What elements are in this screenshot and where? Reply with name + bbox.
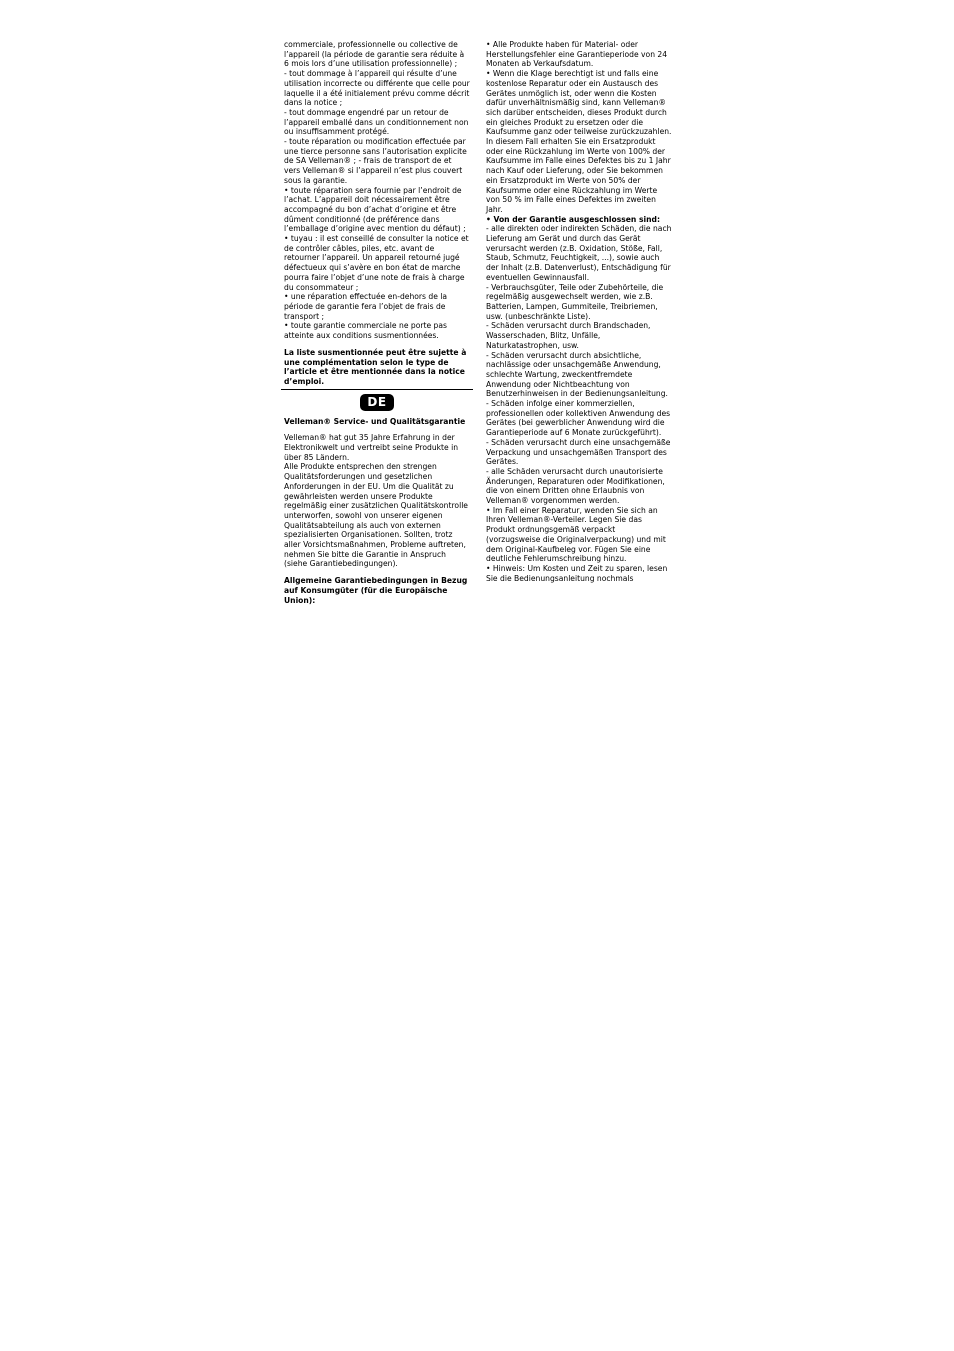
language-badge-wrap bbox=[284, 394, 470, 411]
language-badge: DE bbox=[360, 394, 393, 411]
fr-item: • une réparation effectuée en-dehors de la période de garantie fera l’objet de frais de transport ; bbox=[284, 292, 448, 321]
fr-item: • tuyau : il est conseillé de consulter la notice et de contrôler câbles, piles, etc. avant de retourner l’appareil. Un appareil retourné jugé défectueux qui s’avère en bon état de marche pourra faire l’objet d’une note de frais à charge du consommateur ; bbox=[284, 234, 469, 292]
de-heading: Velleman® Service- und Qualitätsgarantie bbox=[284, 416, 466, 426]
fr-item: • toute garantie commerciale ne porte pas atteinte aux conditions susmentionnées. bbox=[284, 321, 447, 341]
exclusions-heading: • Von der Garantie ausgeschlossen sind: bbox=[486, 214, 660, 224]
de-item: • Alle Produkte haben für Material- oder Herstellungsfehler eine Garantieperiode von 24 Monaten ab Verkaufsdatum. bbox=[486, 40, 668, 69]
de-intro: Velleman® hat gut 35 Jahre Erfahrung in der Elektronikwelt und vertreibt seine Produkte in über 85 Ländern. bbox=[284, 433, 459, 462]
left-column bbox=[284, 40, 470, 605]
section-divider bbox=[281, 389, 473, 390]
fr-item: • toute réparation sera fournie par l’endroit de l’achat. L’appareil doit nécessairement être accompagné du bon d’achat d’origine et être dûment conditionné (de préférence dans l’emballage d’origine avec mention du défaut) ; bbox=[284, 185, 466, 234]
fr-item: commerciale, professionnelle ou collective de l’appareil (la période de garantie sera réduite à 6 mois lors d’une utilisation professionnelle) ; bbox=[284, 40, 465, 69]
de-item: - Verbrauchsgüter, Teile oder Zubehörteile, die regelmäßig ausgewechselt werden, wie z.B. Batterien, Lampen, Gummiteile, Treibriemen, usw. (unbeschränkte Liste). bbox=[486, 282, 664, 321]
de-intro: Alle Produkte entsprechen den strengen Qualitätsforderungen und gesetzlichen Anforderungen in der EU. Um die Qualität zu gewährleisten werden unsere Produkte regelmäßig einer zusätzlichen Qualitätskontrolle unterworfen, sowohl von unserer eigenen Qualitätsabteilung als auch von externen spezialisierten Organisationen. Sollten, trotz aller Vorsichtsmaßnahmen, Probleme auftreten, nehmen Sie bitte die Garantie in Anspruch (siehe Garantiebedingungen). bbox=[284, 462, 468, 569]
de-item: - Schäden verursacht durch eine unsachgemäße Verpackung und unsachgemäßen Transport des Gerätes. bbox=[486, 437, 671, 467]
de-item: • Hinweis: Um Kosten und Zeit zu sparen, lesen Sie die Bedienungsanleitung nochmals bbox=[486, 563, 668, 583]
fr-note: La liste susmentionnée peut être sujette à une complémentation selon le type de l’article et être mentionnée dans la notice d’emploi. bbox=[284, 347, 467, 386]
de-item: - Schäden infolge einer kommerziellen, professionellen oder kollektiven Anwendung des Gerätes (bei gewerblicher Anwendung wird die Garantieperiode auf 6 Monate zurückgeführt). bbox=[486, 399, 671, 438]
fr-item: - tout dommage engendré par un retour de l’appareil emballé dans un conditionnement non ou insuffisamment protégé. bbox=[284, 107, 469, 137]
fr-item: - tout dommage à l’appareil qui résulte d’une utilisation incorrecte ou différente que celle pour laquelle il a été initialement prévu comme décrit dans la notice ; bbox=[284, 69, 470, 108]
de-subheading: Allgemeine Garantiebedingungen in Bezug auf Konsumgüter (für die Europäische Union): bbox=[284, 576, 468, 605]
de-item: - alle direkten oder indirekten Schäden, die nach Lieferung am Gerät und durch das Gerät verursacht werden (z.B. Oxidation, Stöße, Fall, Staub, Schmutz, Feuchtigkeit, ...), sowie auch der Inhalt (z.B. Datenverlust), Entschädigung für eventuellen Gewinnausfall. bbox=[486, 224, 672, 282]
fr-item: - toute réparation ou modification effectuée par une tierce personne sans l’autorisation explicite de SA Velleman® ; - frais de transport de et vers Velleman® si l’appareil n’est plus couvert sous la garantie. bbox=[284, 137, 467, 185]
right-column bbox=[486, 40, 672, 583]
de-item: - alle Schäden verursacht durch unautorisierte Änderungen, Reparaturen oder Modifikationen, die von einem Dritten ohne Erlaubnis von Velleman® vorgenommen werden. bbox=[486, 466, 665, 506]
de-item: - Schäden verursacht durch Brandschaden, Wasserschaden, Blitz, Unfälle, Naturkatastrophen, usw. bbox=[486, 321, 651, 350]
de-item: • Im Fall einer Reparatur, wenden Sie sich an Ihren Velleman®-Verteiler. Legen Sie das Produkt ordnungsgemäß verpackt (vorzugsweise die Originalverpackung) und mit dem Original-Kaufbeleg vor. Fügen Sie eine deutliche Fehlerumschreibung hinzu. bbox=[486, 505, 666, 564]
de-item: - Schäden verursacht durch absichtliche, nachlässige oder unsachgemäße Anwendung, schlechte Wartung, zweckentfremdete Anwendung oder Nichtbeachtung von Benutzerhinweisen in der Bedienungsanleitung. bbox=[486, 350, 668, 399]
de-item: • Wenn die Klage berechtigt ist und falls eine kostenlose Reparatur oder ein Austausch des Gerätes unmöglich ist, oder wenn die Kosten dafür unverhältnismäßig sind, kann Velleman® sich darüber entscheiden, dieses Produkt durch ein gleiches Produkt zu ersetzen oder die Kaufsumme ganz oder teilweise zurückzuzahlen. In diesem Fall erhalten Sie ein Ersatzprodukt oder eine Rückzahlung im Werte von 100% der Kaufsumme im Falle eines Defektes bis zu 1 Jahr nach Kauf oder Lieferung, oder Sie bekommen ein Ersatzprodukt im Werte von 50% der Kaufsumme oder eine Rückzahlung im Werte von 50 % im Falle eines Defektes im zweiten Jahr. bbox=[486, 69, 672, 214]
